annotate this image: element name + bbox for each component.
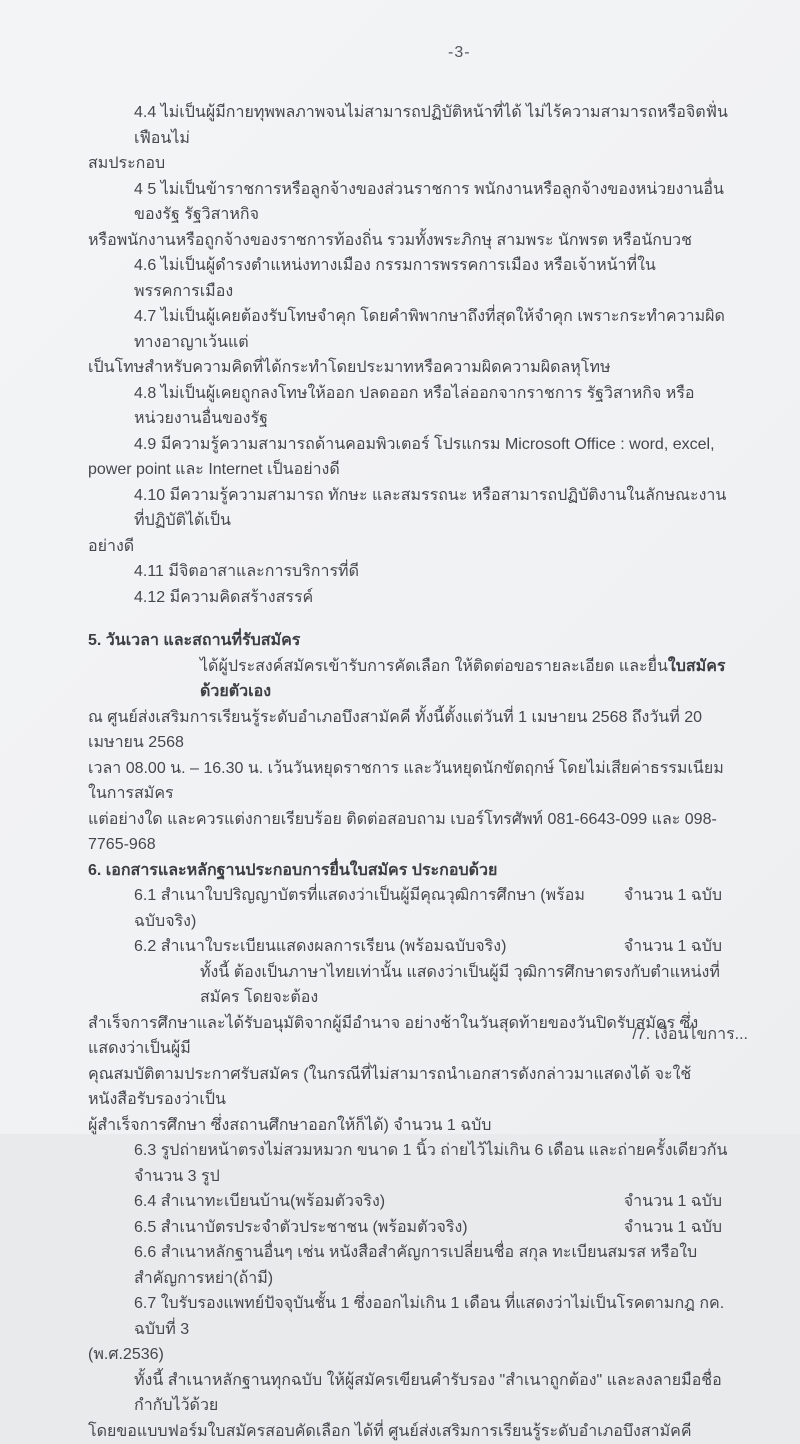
section-5-intro: [88, 654, 734, 705]
section-6-heading: 6. เอกสารและหลักฐานประกอบการยื่นใบสมัคร ประกอบด้วย: [88, 858, 734, 884]
section-6-note-line-3: คุณสมบัติตามประกาศรับสมัคร (ในกรณีที่ไม่สามารถนำเอกสารดังกล่าวมาแสดงได้ จะใช้หนังสือรับรองว่าเป็น: [88, 1062, 734, 1113]
document-item-6-3: 6.3 รูปถ่ายหน้าตรงไม่สวมหมวก ขนาด 1 นิ้ว ถ่ายไว้ไม่เกิน 6 เดือน และถ่ายครั้งเดียวกัน จำนวน 3 รูป: [88, 1138, 734, 1189]
qualification-item-4-7-cont: เป็นโทษสำหรับความคิดที่ได้กระทำโดยประมาทหรือความผิดความผิดลหุโทษ: [88, 355, 734, 381]
closing-note-line-1: ทั้งนี้ สำเนาหลักฐานทุกฉบับ ให้ผู้สมัครเขียนคำรับรอง "สำเนาถูกต้อง" และลงลายมือชื่อกำกับไว้ด้วย: [88, 1368, 734, 1419]
document-item-6-5-label: 6.5 สำเนาบัตรประจำตัวประชาชน (พร้อมตัวจริง): [88, 1215, 468, 1241]
qualification-item-4-10: 4.10 มีความรู้ความสามารถ ทักษะ และสมรรถนะ หรือสามารถปฏิบัติงานในลักษณะงานที่ปฏิบัติได้เป็น: [88, 483, 734, 534]
section-5-heading: 5. วันเวลา และสถานที่รับสมัคร: [88, 628, 734, 654]
closing-note-line-2: โดยขอแบบฟอร์มใบสมัครสอบคัดเลือก ได้ที่ ศูนย์ส่งเสริมการเรียนรู้ระดับอำเภอบึงสามัคคี: [88, 1419, 734, 1444]
page-number: -3-: [448, 44, 471, 62]
qualification-item-4-4-cont: สมประกอบ: [88, 151, 734, 177]
qualification-item-4-7: 4.7 ไม่เป็นผู้เคยต้องรับโทษจำคุก โดยคำพิพากษาถึงที่สุดให้จำคุก เพราะกระทำความผิดทางอาญาเว้นแต่: [88, 304, 734, 355]
document-item-6-1-label: 6.1 สำเนาใบปริญญาบัตรที่แสดงว่าเป็นผู้มีคุณวุฒิการศึกษา (พร้อมฉบับจริง): [88, 883, 614, 934]
qualification-item-4-9-cont: power point และ Internet เป็นอย่างดี: [88, 457, 734, 483]
document-item-6-7-cont: (พ.ศ.2536): [88, 1342, 734, 1368]
continuation-note: /7. เงื่อนไขการ...: [632, 1022, 748, 1047]
section-5-intro-text: ได้ผู้ประสงค์สมัครเข้ารับการคัดเลือก ให้ติดต่อขอรายละเอียด และยื่น: [200, 658, 668, 675]
qualification-item-4-11: 4.11 มีจิตอาสาและการบริการที่ดี: [88, 559, 734, 585]
qualification-item-4-10-cont: อย่างดี: [88, 534, 734, 560]
qualification-item-4-4: 4.4 ไม่เป็นผู้มีกายทุพพลภาพจนไม่สามารถปฏิบัติหน้าที่ได้ ไม่ไร้ความสามารถหรือจิตฟั่นเฟือนไม่: [88, 100, 734, 151]
section-6-note-line-4: ผู้สำเร็จการศึกษา ซึ่งสถานศึกษาออกให้ก็ได้) จำนวน 1 ฉบับ: [88, 1113, 734, 1139]
document-item-6-4: [88, 1189, 734, 1215]
section-6-note-line-1: ทั้งนี้ ต้องเป็นภาษาไทยเท่านั้น แสดงว่าเป็นผู้มี วุฒิการศึกษาตรงกับตำแหน่งที่สมัคร โดยจะต้อง: [88, 960, 734, 1011]
document-item-6-1-amount: จำนวน 1 ฉบับ: [614, 883, 722, 934]
document-item-6-5-amount: จำนวน 1 ฉบับ: [614, 1215, 722, 1241]
document-item-6-6: 6.6 สำเนาหลักฐานอื่นๆ เช่น หนังสือสำคัญการเปลี่ยนชื่อ สกุล ทะเบียนสมรส หรือใบสำคัญการหย่า(ถ้ามี): [88, 1240, 734, 1291]
section-spacer: [88, 610, 734, 628]
document-item-6-1: [88, 883, 734, 934]
document-item-6-2-amount: จำนวน 1 ฉบับ: [614, 934, 722, 960]
document-item-6-2-label: 6.2 สำเนาใบระเบียนแสดงผลการเรียน (พร้อมฉบับจริง): [88, 934, 506, 960]
document-item-6-5: [88, 1215, 734, 1241]
section-6-note-line-2: สำเร็จการศึกษาและได้รับอนุมัติจากผู้มีอำนาจ อย่างช้าในวันสุดท้ายของวันปิดรับสมัคร ซึ่งแสดงว่าเป็นผู้มี: [88, 1011, 734, 1062]
document-item-6-4-label: 6.4 สำเนาทะเบียนบ้าน(พร้อมตัวจริง): [88, 1189, 385, 1215]
document-item-6-4-amount: จำนวน 1 ฉบับ: [614, 1189, 722, 1215]
qualification-item-4-12: 4.12 มีความคิดสร้างสรรค์: [88, 585, 734, 611]
section-5-line-hours: เวลา 08.00 น. – 16.30 น. เว้นวันหยุดราชการ และวันหยุดนักขัตฤกษ์ โดยไม่เสียค่าธรรมเนียมในการสมัคร: [88, 756, 734, 807]
document-body: [88, 100, 734, 1444]
qualification-item-4-9: 4.9 มีความรู้ความสามารถด้านคอมพิวเตอร์ โปรแกรม Microsoft Office : word, excel,: [88, 432, 734, 458]
section-5-intro-bold-text: ใบสมัครด้วยตัวเอง: [200, 658, 726, 701]
qualification-item-4-5: 4 5 ไม่เป็นข้าราชการหรือลูกจ้างของส่วนราชการ พนักงานหรือลูกจ้างของหน่วยงานอื่นของรัฐ รัฐวิสาหกิจ: [88, 177, 734, 228]
qualification-item-4-5-cont: หรือพนักงานหรือถูกจ้างของราชการท้องถิ่น รวมทั้งพระภิกษุ สามพระ นักพรต หรือนักบวช: [88, 228, 734, 254]
section-5-line-venue: ณ ศูนย์ส่งเสริมการเรียนรู้ระดับอำเภอบึงสามัคคี ทั้งนี้ตั้งแต่วันที่ 1 เมษายน 2568 ถึงวันที่ 20 เมษายน 2568: [88, 705, 734, 756]
document-item-6-7: 6.7 ใบรับรองแพทย์ปัจจุบันชั้น 1 ซึ่งออกไม่เกิน 1 เดือน ที่แสดงว่าไม่เป็นโรคตามกฎ กค. ฉบับที่ 3: [88, 1291, 734, 1342]
document-item-6-2: [88, 934, 734, 960]
qualification-item-4-8: 4.8 ไม่เป็นผู้เคยถูกลงโทษให้ออก ปลดออก หรือไล่ออกจากราชการ รัฐวิสาหกิจ หรือหน่วยงานอื่นของรัฐ: [88, 381, 734, 432]
section-5-line-contact: แต่อย่างใด และควรแต่งกายเรียบร้อย ติดต่อสอบถาม เบอร์โทรศัพท์ 081-6643-099 และ 098-7765-968: [88, 807, 734, 858]
qualification-item-4-6: 4.6 ไม่เป็นผู้ดำรงตำแหน่งทางเมือง กรรมการพรรคการเมือง หรือเจ้าหน้าที่ในพรรคการเมือง: [88, 253, 734, 304]
